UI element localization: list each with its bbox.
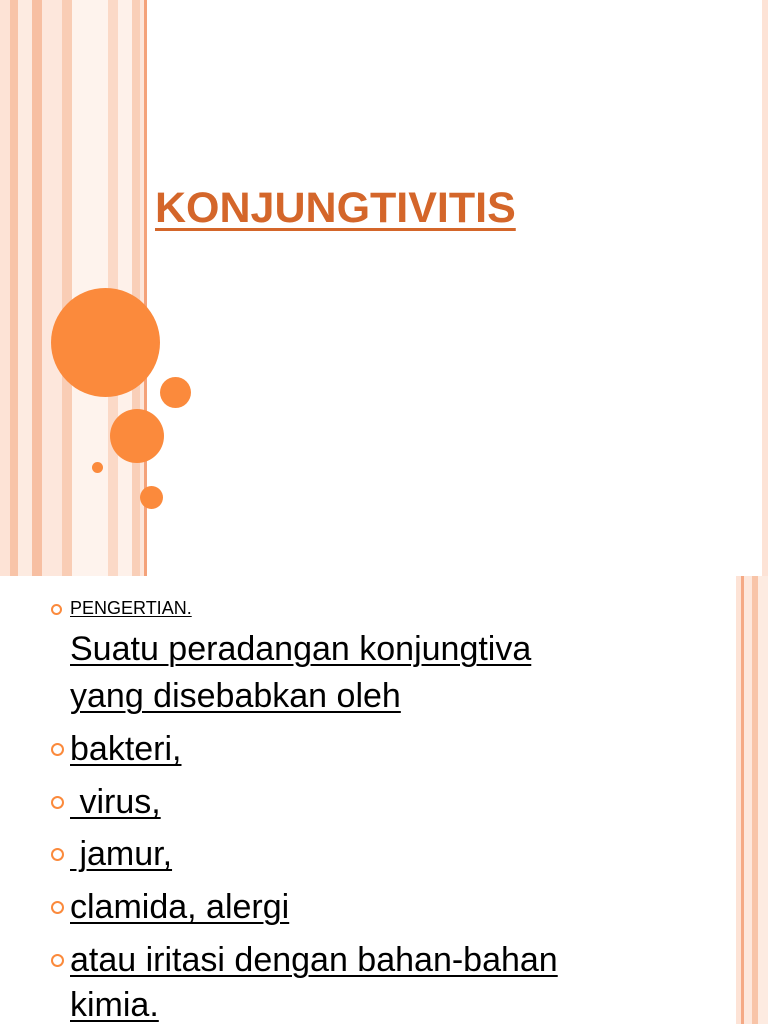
stripe [762, 0, 768, 576]
stripe [42, 0, 62, 576]
decorative-circle-tiny [92, 462, 103, 473]
bullet-icon [51, 604, 62, 615]
bullet-icon [51, 796, 64, 809]
decorative-circle-large [51, 288, 160, 397]
stripe [132, 0, 140, 576]
bullet-icon [51, 848, 64, 861]
list-item: virus, [70, 783, 161, 821]
stripe [758, 576, 768, 1024]
list-item: bakteri, [70, 730, 182, 768]
list-item: clamida, alergi [70, 888, 290, 926]
list-item-continuation: kimia. [70, 986, 159, 1024]
decorative-circle-medium [110, 409, 164, 463]
bullet-icon [51, 901, 64, 914]
list-item: atau iritasi dengan bahan-bahan [70, 941, 558, 979]
stripe [744, 576, 752, 1024]
slide-title: KONJUNGTIVITIS [155, 184, 516, 232]
stripe [62, 0, 72, 576]
content-slide [0, 576, 768, 1024]
decorative-circle [160, 377, 191, 408]
heading-pengertian: PENGERTIAN. [70, 598, 192, 618]
stripe [118, 0, 132, 576]
definition-line-2: yang disebabkan oleh [70, 677, 401, 715]
stripe [18, 0, 32, 576]
stripe [32, 0, 42, 576]
stripe [10, 0, 18, 576]
definition-line-1: Suatu peradangan konjungtiva [70, 630, 532, 668]
decorative-circle-small [140, 486, 163, 509]
bullet-icon [51, 954, 64, 967]
list-item: jamur, [70, 835, 173, 873]
stripe [0, 0, 10, 576]
bullet-icon [51, 743, 64, 756]
